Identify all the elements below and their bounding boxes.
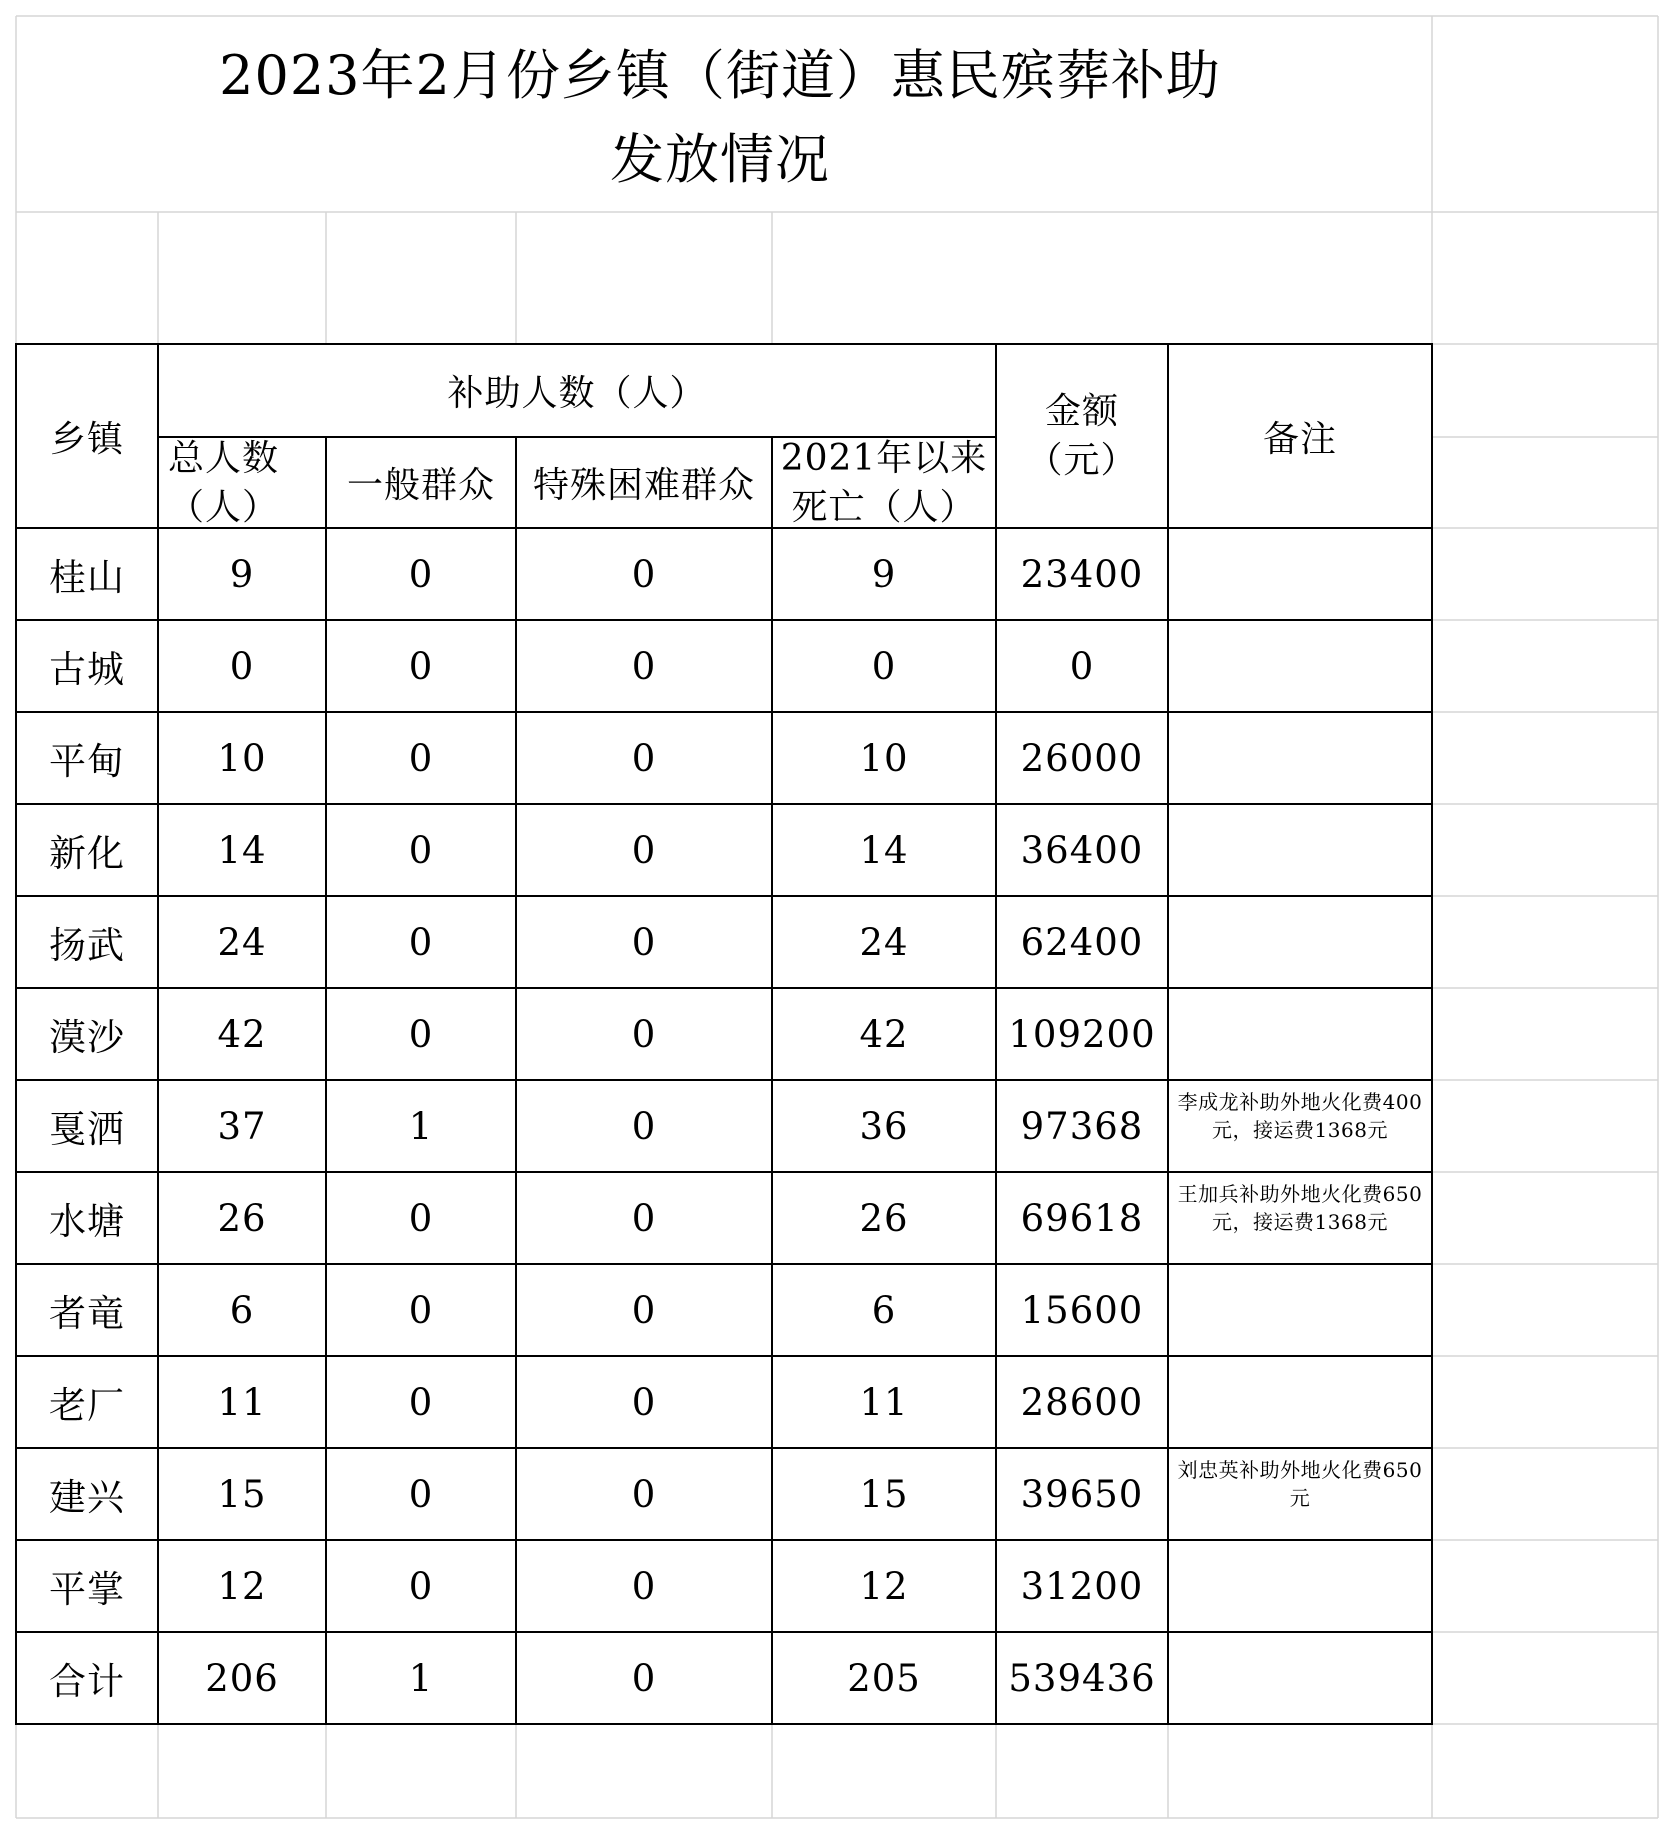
cell-town: 桂山 (49, 556, 125, 599)
cell-town: 古城 (49, 648, 125, 691)
summary-total: 206 (205, 1656, 279, 1700)
cell-town: 者竜 (49, 1292, 125, 1335)
header-total (158, 437, 326, 528)
cell-since-2021: 0 (871, 644, 897, 688)
cell-total: 9 (229, 552, 255, 596)
cell-general: 0 (408, 1196, 434, 1240)
cell-special: 0 (631, 736, 657, 780)
cell-amount: 28600 (1020, 1380, 1144, 1424)
cell-amount: 109200 (1008, 1012, 1156, 1056)
header-subsidy-count: 补助人数（人） (447, 373, 707, 414)
cell-amount: 26000 (1020, 736, 1144, 780)
cell-note (1168, 712, 1432, 804)
cell-since-2021: 26 (859, 1196, 909, 1240)
cell-general: 0 (408, 644, 434, 688)
cell-total: 37 (217, 1104, 267, 1148)
cell-since-2021: 36 (859, 1104, 909, 1148)
cell-amount: 31200 (1020, 1564, 1144, 1608)
summary-special: 0 (631, 1656, 657, 1700)
cell-amount: 0 (1069, 644, 1095, 688)
cell-note (1168, 620, 1432, 712)
cell-total: 24 (217, 920, 267, 964)
cell-general: 0 (408, 1472, 434, 1516)
cell-general: 0 (408, 1380, 434, 1424)
cell-total: 14 (217, 828, 267, 872)
cell-amount: 23400 (1020, 552, 1144, 596)
summary-general: 1 (408, 1656, 434, 1700)
cell-special: 0 (631, 1104, 657, 1148)
cell-town: 水塘 (49, 1200, 125, 1243)
cell-total: 6 (229, 1288, 255, 1332)
cell-note (1168, 528, 1432, 620)
cell-amount: 97368 (1020, 1104, 1144, 1148)
cell-since-2021: 15 (859, 1472, 909, 1516)
cell-town: 建兴 (49, 1476, 125, 1519)
cell-town: 平甸 (49, 740, 125, 783)
cell-town: 老厂 (49, 1384, 125, 1427)
cell-since-2021: 6 (871, 1288, 897, 1332)
cell-general: 0 (408, 828, 434, 872)
cell-town: 漠沙 (49, 1016, 125, 1059)
cell-note: 刘忠英补助外地火化费650元 (1177, 1458, 1423, 1510)
header-special: 特殊困难群众 (532, 465, 755, 506)
summary-note (1168, 1632, 1432, 1724)
cell-amount: 39650 (1020, 1472, 1144, 1516)
cell-total: 0 (229, 644, 255, 688)
header-amount-line1: 金额 (1044, 391, 1119, 432)
cell-total: 10 (217, 736, 267, 780)
title-line-2: 发放情况 (610, 128, 830, 191)
header-since-line2: 死亡（人） (791, 486, 977, 528)
cell-note (1168, 1264, 1432, 1356)
cell-general: 0 (408, 1012, 434, 1056)
header-since-2021 (772, 437, 996, 528)
cell-total: 15 (217, 1472, 267, 1516)
cell-total: 12 (217, 1564, 267, 1608)
cell-total: 42 (217, 1012, 267, 1056)
cell-general: 0 (408, 552, 434, 596)
cell-amount: 69618 (1020, 1196, 1144, 1240)
cell-since-2021: 12 (859, 1564, 909, 1608)
cell-amount: 36400 (1020, 828, 1144, 872)
header-note: 备注 (1262, 418, 1337, 460)
cell-special: 0 (631, 828, 657, 872)
cell-total: 26 (217, 1196, 267, 1240)
cell-special: 0 (631, 1380, 657, 1424)
header-total-line1: 总人数 (168, 437, 280, 479)
cell-note (1168, 804, 1432, 896)
cell-amount: 15600 (1020, 1288, 1144, 1332)
header-since-line1: 2021年以来 (780, 437, 988, 479)
cell-note (1168, 896, 1432, 988)
cell-since-2021: 24 (859, 920, 909, 964)
header-general: 一般群众 (346, 465, 495, 506)
cell-town: 戛洒 (49, 1108, 125, 1151)
cell-town: 新化 (49, 832, 125, 875)
cell-amount: 62400 (1020, 920, 1144, 964)
cell-special: 0 (631, 1196, 657, 1240)
cell-note (1168, 988, 1432, 1080)
cell-special: 0 (631, 920, 657, 964)
cell-general: 0 (408, 920, 434, 964)
cell-special: 0 (631, 1564, 657, 1608)
cell-note (1168, 1356, 1432, 1448)
summary-amount: 539436 (1008, 1656, 1156, 1700)
cell-note: 李成龙补助外地火化费400元，接运费1368元 (1177, 1090, 1423, 1142)
cell-general: 0 (408, 1564, 434, 1608)
cell-special: 0 (631, 1012, 657, 1056)
title-line-1: 2023年2月份乡镇（街道）惠民殡葬补助 (219, 44, 1221, 107)
cell-total: 11 (217, 1380, 267, 1424)
cell-special: 0 (631, 1472, 657, 1516)
cell-special: 0 (631, 1288, 657, 1332)
cell-town: 平掌 (49, 1568, 125, 1611)
cell-since-2021: 42 (859, 1012, 909, 1056)
cell-special: 0 (631, 552, 657, 596)
cell-since-2021: 10 (859, 736, 909, 780)
header-amount (996, 344, 1168, 528)
document-title (100, 34, 1340, 202)
cell-note: 王加兵补助外地火化费650元，接运费1368元 (1177, 1182, 1423, 1234)
header-town: 乡镇 (49, 418, 124, 460)
header-amount-line2: （元） (1026, 440, 1138, 481)
cell-note (1168, 1540, 1432, 1632)
cell-town: 扬武 (49, 924, 125, 967)
summary-since-2021: 205 (847, 1656, 921, 1700)
cell-since-2021: 14 (859, 828, 909, 872)
header-total-line2: （人） (168, 486, 280, 528)
cell-special: 0 (631, 644, 657, 688)
summary-label: 合计 (49, 1660, 125, 1703)
cell-general: 0 (408, 1288, 434, 1332)
cell-since-2021: 9 (871, 552, 897, 596)
cell-since-2021: 11 (859, 1380, 909, 1424)
cell-general: 1 (408, 1104, 434, 1148)
cell-general: 0 (408, 736, 434, 780)
